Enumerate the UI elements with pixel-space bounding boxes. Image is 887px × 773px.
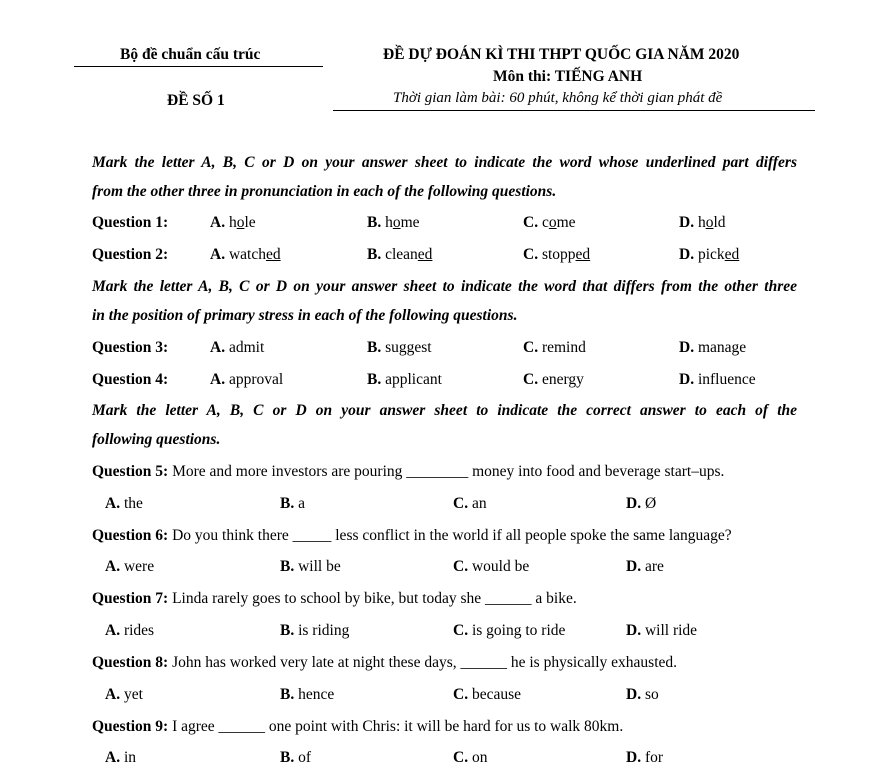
option-c[interactable]: C. stopped (523, 246, 591, 263)
exam-number: ĐỀ SỐ 1 (167, 92, 225, 109)
option-a[interactable]: A. the (105, 495, 143, 512)
header-right-rule (333, 110, 815, 111)
option-b[interactable]: B. is riding (280, 622, 350, 639)
exam-time: Thời gian làm bài: 60 phút, không kể thời gian phát đề (393, 90, 723, 106)
option-d[interactable]: D. Ø (626, 495, 657, 512)
option-d[interactable]: D. picked (679, 246, 740, 263)
section3-instruction-line1: Mark the letter A, B, C or D on your answer sheet to indicate the correct answer to each of the (92, 402, 797, 419)
exam-set-label: Bộ đề chuẩn cấu trúc (120, 46, 261, 63)
question-stem: Question 8: John has worked very late at night these days, ______ he is physically exhausted. (92, 654, 678, 671)
option-b[interactable]: B. home (367, 214, 420, 231)
option-c[interactable]: C. energy (523, 371, 584, 388)
option-d[interactable]: D. for (626, 749, 664, 766)
option-d[interactable]: D. manage (679, 339, 747, 356)
question-stem: Question 7: Linda rarely goes to school by bike, but today she ______ a bike. (92, 590, 577, 607)
header-left-rule (74, 66, 323, 67)
question-label: Question 2: (92, 246, 169, 263)
section3-instruction-line2: following questions. (92, 431, 221, 448)
option-b[interactable]: B. of (280, 749, 312, 766)
option-b[interactable]: B. applicant (367, 371, 442, 388)
option-a[interactable]: A. in (105, 749, 137, 766)
section2-instruction-line1: Mark the letter A, B, C or D on your answer sheet to indicate the word that differs from the other three (92, 278, 797, 295)
option-c[interactable]: C. an (453, 495, 487, 512)
option-c[interactable]: C. remind (523, 339, 586, 356)
exam-title: ĐỀ DỰ ĐOÁN KÌ THI THPT QUỐC GIA NĂM 2020 (383, 46, 740, 63)
option-d[interactable]: D. so (626, 686, 659, 703)
option-c[interactable]: C. come (523, 214, 576, 231)
question-label: Question 4: (92, 371, 169, 388)
option-c[interactable]: C. would be (453, 558, 530, 575)
option-b[interactable]: B. cleaned (367, 246, 433, 263)
option-a[interactable]: A. hole (210, 214, 256, 231)
option-b[interactable]: B. hence (280, 686, 335, 703)
question-label: Question 1: (92, 214, 169, 231)
option-a[interactable]: A. admit (210, 339, 265, 356)
option-d[interactable]: D. will ride (626, 622, 698, 639)
option-d[interactable]: D. are (626, 558, 664, 575)
option-a[interactable]: A. yet (105, 686, 143, 703)
option-a[interactable]: A. watched (210, 246, 281, 263)
question-stem: Question 5: More and more investors are pouring ________ money into food and beverage start–ups. (92, 463, 725, 480)
option-b[interactable]: B. will be (280, 558, 341, 575)
option-b[interactable]: B. a (280, 495, 305, 512)
question-label: Question 3: (92, 339, 169, 356)
option-a[interactable]: A. were (105, 558, 155, 575)
section1-instruction-line2: from the other three in pronunciation in each of the following questions. (92, 183, 557, 200)
option-c[interactable]: C. because (453, 686, 522, 703)
option-d[interactable]: D. hold (679, 214, 726, 231)
option-c[interactable]: C. on (453, 749, 488, 766)
option-d[interactable]: D. influence (679, 371, 756, 388)
option-a[interactable]: A. approval (210, 371, 284, 388)
question-stem: Question 6: Do you think there _____ less conflict in the world if all people spoke the same language? (92, 527, 732, 544)
section2-instruction-line2: in the position of primary stress in each of the following questions. (92, 307, 518, 324)
option-b[interactable]: B. suggest (367, 339, 432, 356)
option-a[interactable]: A. rides (105, 622, 155, 639)
option-c[interactable]: C. is going to ride (453, 622, 566, 639)
question-stem: Question 9: I agree ______ one point with Chris: it will be hard for us to walk 80km. (92, 718, 624, 735)
section1-instruction-line1: Mark the letter A, B, C or D on your answer sheet to indicate the word whose underlined part differs (92, 154, 797, 171)
exam-subject: Môn thi: TIẾNG ANH (493, 68, 643, 85)
